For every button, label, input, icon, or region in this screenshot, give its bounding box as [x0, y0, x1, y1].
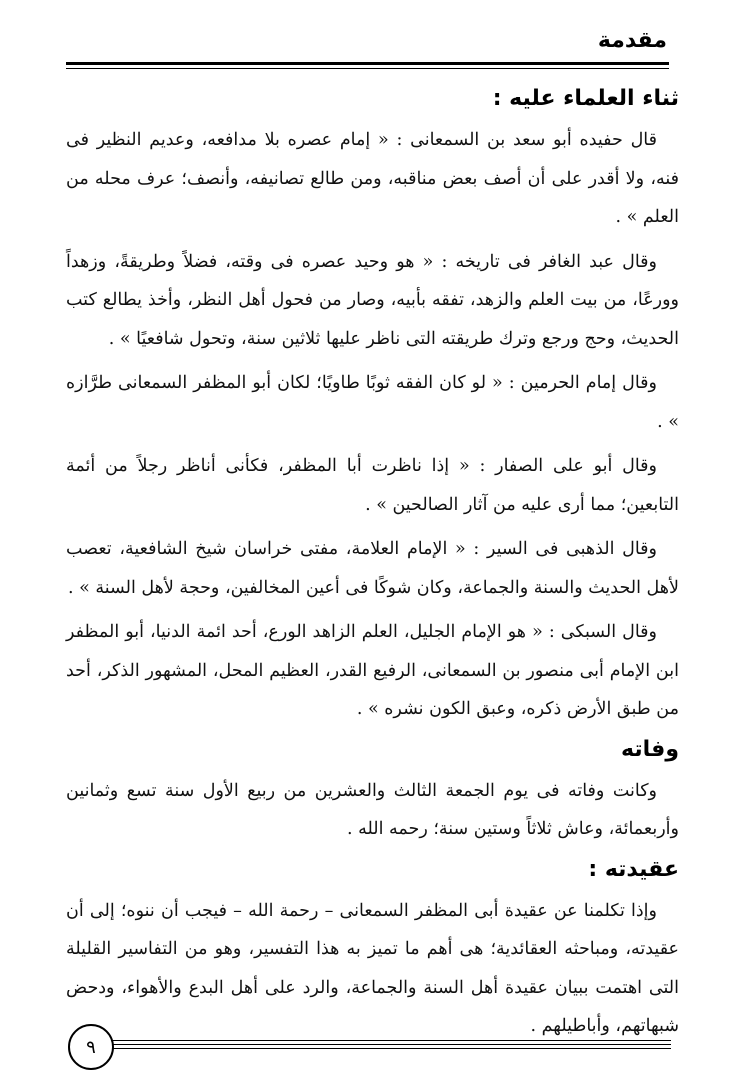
paragraph: وقال عبد الغافر فى تاريخه : « هو وحيد عصره فى وقته، فضلاً وطريقةً، وزهداً وورعًا، من بيت العلم والزهد، تفقه بأبيه، وصار من فحول أهل النظر، وأخذ يطالع كتب الحديث، وحج ورجع وترك طريقته التى ناظر عليها ثلاثين سنة، وتحول شافعيًا » .	[66, 251, 679, 349]
header-rule-thin	[66, 68, 669, 69]
footer-rule	[112, 1048, 671, 1049]
running-header-title: مقدمة	[597, 28, 667, 53]
footer-rule	[112, 1044, 671, 1045]
paragraph: وقال الذهبى فى السير : « الإمام العلامة، مفتى خراسان شيخ الشافعية، تعصب لأهل الحديث والسنة والجماعة، وكان شوكًا فى أعين المخالفين، وحجة لأهل السنة » .	[66, 539, 679, 598]
paragraph: وإذا تكلمنا عن عقيدة أبى المظفر السمعانى – رحمة الله – فيجب أن ننوه؛ إلى أن عقيدته، ومباحثه العقائدية؛ هى أهم ما تميز به هذا التفسير، وهو من التفاسير القليلة التى اهتمت ببيان عقيدة أهل السنة والجماعة، والرد على أهل البدع والأهواء، ودحض شبهاتهم، وأباطيلهم .	[66, 900, 679, 1036]
paragraph: وقال إمام الحرمين : « لو كان الفقه ثوبًا طاويًا؛ لكان أبو المظفر السمعانى طرَّازه » .	[66, 373, 679, 432]
paragraph: قال حفيده أبو سعد بن السمعانى : « إمام عصره بلا مدافعه، وعديم النظير فى فنه، ولا أقدر على أن أصف بعض مناقبه، ومن طالع تصانيفه، وأنصف؛ عرف محله من العلم » .	[66, 130, 679, 227]
paragraph: وقال السبكى : « هو الإمام الجليل، العلم الزاهد الورع، أحد ائمة الدنيا، أبو المظفر ابن الإمام أبى منصور بن السمعانى، الرفيع القدر، العظيم المحل، المشهور الذكر، أحد من طبق الأرض ذكره، وعبق الكون نشره » .	[66, 622, 679, 719]
page-body	[66, 78, 679, 1052]
section-heading-death: وفاته	[621, 736, 679, 762]
footer-rule	[112, 1040, 671, 1041]
section-heading-praise: ثناء العلماء عليه :	[492, 86, 679, 111]
paragraph: وكانت وفاته فى يوم الجمعة الثالث والعشرين من ربيع الأول سنة تسع وثمانين وأربعمائة، وعاش ثلاثاً وستين سنة؛ رحمه الله .	[66, 780, 679, 839]
paragraph: وقال أبو على الصفار : « إذا ناظرت أبا المظفر، فكأنى أناظر رجلاً من أئمة التابعين؛ مما أرى عليه من آثار الصالحين » .	[66, 456, 679, 515]
page-number: ٩	[68, 1024, 114, 1070]
section-heading-creed: عقيدته :	[588, 856, 679, 882]
header-rule-thick	[66, 62, 669, 65]
